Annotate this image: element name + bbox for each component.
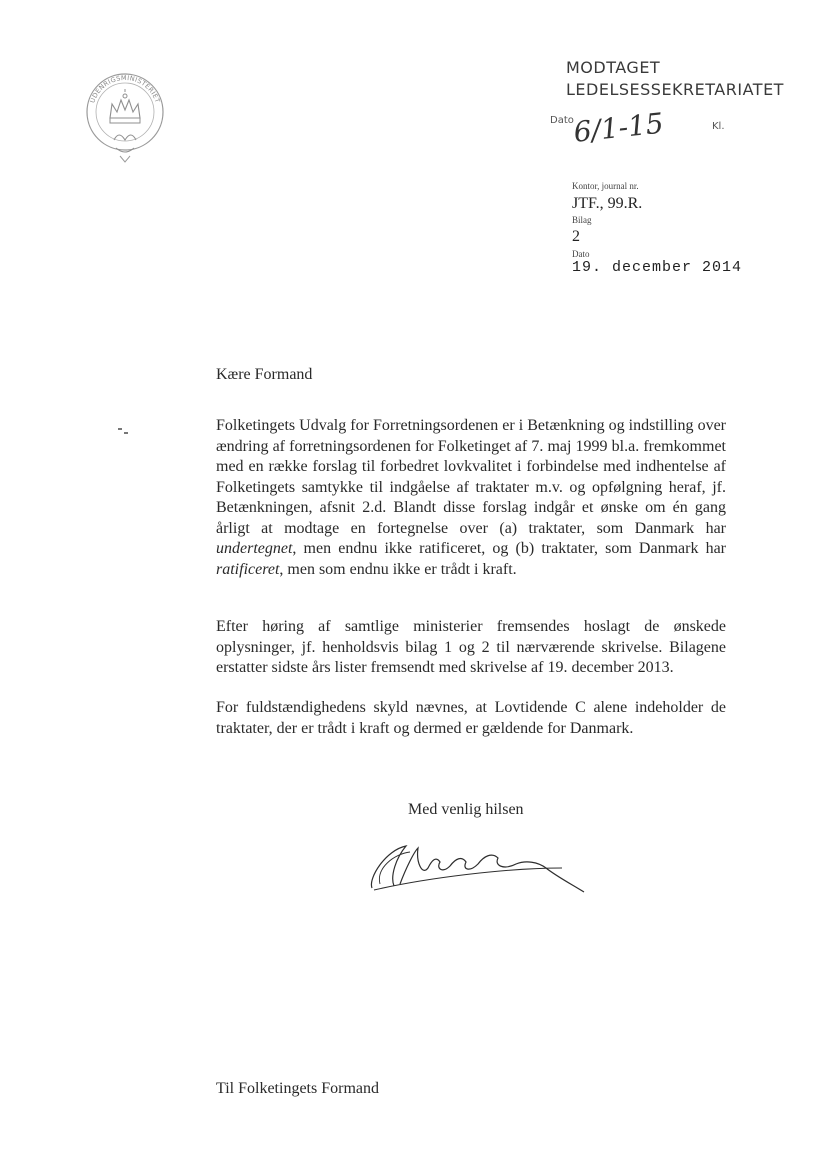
stamp-department-label: LEDELSESSEKRETARIATET — [566, 80, 784, 99]
closing: Med venlig hilsen — [408, 801, 524, 818]
recipient-line: Til Folketingets Formand — [216, 1080, 379, 1097]
salutation: Kære Formand — [216, 366, 313, 383]
handwritten-signature — [366, 838, 590, 896]
handwritten-received-date: 6/1-15 — [572, 106, 666, 149]
stamp-time-label: Kl. — [712, 121, 725, 132]
svg-text:UDENRIGSMINISTERIET: UDENRIGSMINISTERIET — [88, 73, 162, 105]
scan-mark — [124, 432, 128, 434]
paragraph-3: For fuldstændighedens skyld nævnes, at Lovtidende C alene indeholder de traktater, der er trådt i kraft og dermed er gældende for Danmark. — [216, 699, 726, 737]
stamp-received-label: MODTAGET — [566, 58, 661, 77]
attachments-label: Bilag — [572, 215, 592, 225]
paragraph-1: Folketingets Udvalg for Forretningsordenen er i Betænkning og indstilling over ændring af forretningsordenen for Folketinget af 7. maj 1999 bl.a. fremkommet med en række forslag til forbedret lovkvalitet i forbindelse med indhentelse af Folketingets samtykke til indgåelse af traktater m.v. og opfølgning heraf, jf. Betænkningen, afsnit 2.d. Blandt disse forslag indgår et ønske om én gang årligt at modtage en fortegnelse over (a) traktater, som Danmark har undertegnet, men endnu ikke ratificeret, og (b) traktater, som Danmark har ratificeret, men som endnu ikke er trådt i kraft. — [216, 417, 726, 578]
ministry-seal-icon — [82, 70, 168, 170]
office-journal-label: Kontor, journal nr. — [572, 181, 639, 191]
paragraph-2: Efter høring af samtlige ministerier fremsendes hoslagt de ønskede oplysninger, jf. henholdsvis bilag 1 og 2 til nærværende skrivelse. Bilagene erstatter sidste års lister fremsendt med skrivelse af 19. december 2013. — [216, 618, 726, 676]
emphasis-ratified: ratificeret — [216, 560, 280, 578]
stamp-date-label: Dato — [550, 115, 574, 126]
letter-date-label: Dato — [572, 249, 590, 259]
office-journal-value: JTF., 99.R. — [572, 195, 643, 212]
emphasis-signed: undertegnet — [216, 540, 293, 557]
scan-mark — [118, 428, 122, 430]
letter-date-value: 19. december 2014 — [572, 259, 743, 276]
attachments-value: 2 — [572, 228, 580, 245]
